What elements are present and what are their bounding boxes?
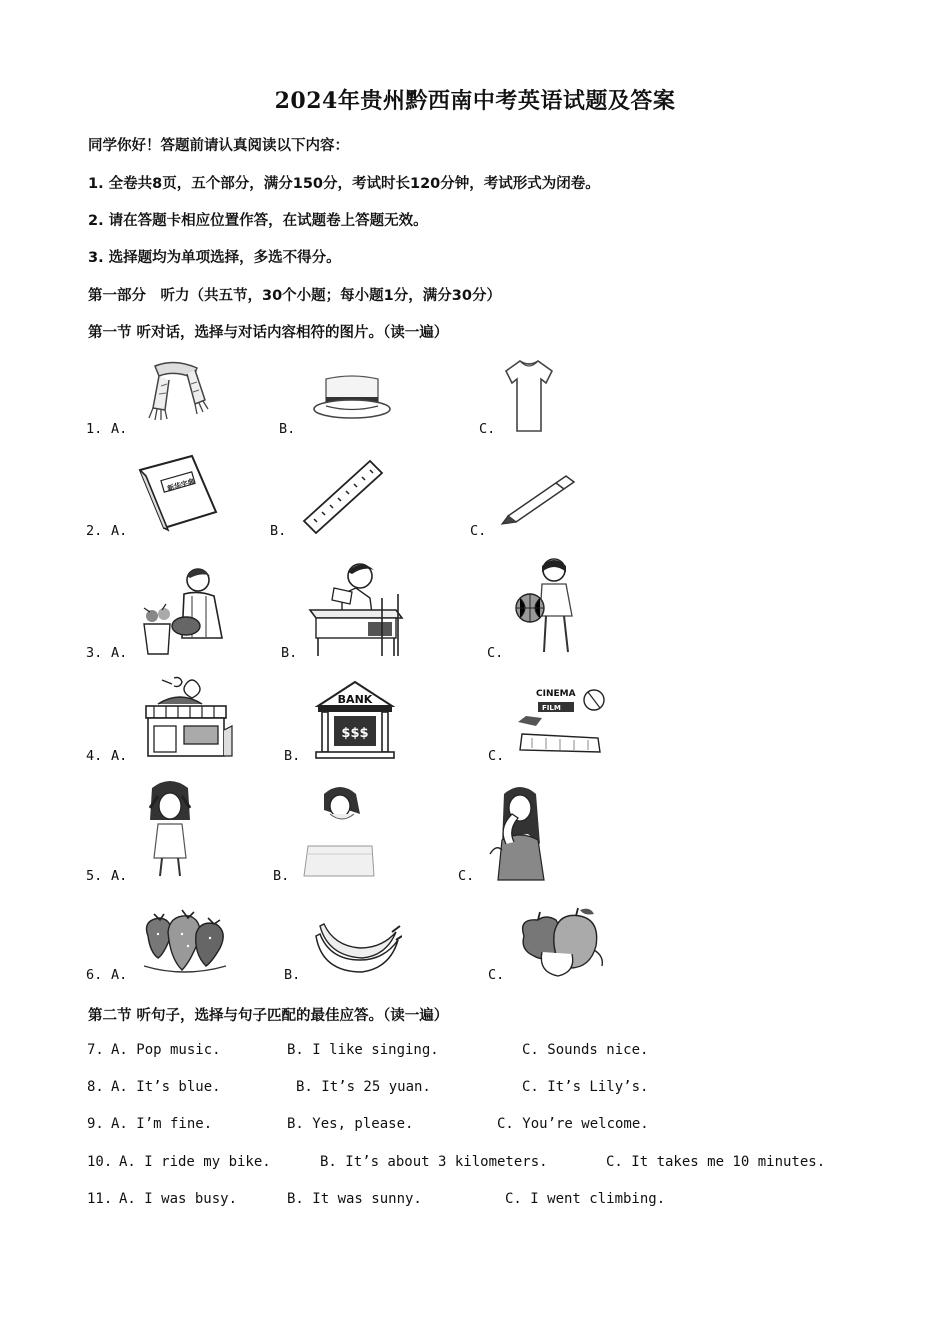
cinema-icon [512, 682, 608, 758]
option-b-label: B. [273, 868, 290, 884]
option-b: B. It’s 25 yuan. [296, 1079, 431, 1095]
option-a-label: A. [111, 523, 128, 539]
strawberries-icon [138, 906, 230, 978]
intro-text: 同学你好！答题前请认真阅读以下内容： [88, 138, 349, 154]
option-c-label: C. [458, 868, 475, 884]
question-number: 2. [86, 523, 103, 539]
dictionary-icon [136, 452, 220, 532]
option-a-label: A. [111, 967, 128, 983]
option-a-label: A. [111, 748, 128, 764]
bank-sign-text: BANK [337, 693, 373, 706]
question-number: 11. [87, 1191, 113, 1207]
option-a-label: A. [111, 421, 128, 437]
girl-headache-icon [142, 780, 198, 878]
option-c: C. You’re welcome. [497, 1116, 649, 1132]
girl-toothache-icon [488, 784, 554, 882]
part1-heading: 第一部分 听力（共五节，30个小题；每小题1分，满分30分） [88, 288, 501, 304]
option-c-label: C. [488, 967, 505, 983]
question-number: 9. [87, 1116, 104, 1132]
option-b-label: B. [281, 645, 298, 661]
cinema-sign-text: CINEMA [536, 689, 576, 699]
option-a-label: A. [111, 868, 128, 884]
option-a: A. Pop music. [111, 1042, 221, 1058]
option-a: A. It’s blue. [111, 1079, 221, 1095]
question-number: 5. [86, 868, 103, 884]
option-c: C. It’s Lily’s. [522, 1079, 649, 1095]
option-c: C. I went climbing. [505, 1191, 666, 1207]
bank-dollar-text: $$$ [341, 726, 369, 741]
option-a-label: A. [111, 645, 128, 661]
option-c-label: C. [488, 748, 505, 764]
option-b-label: B. [279, 421, 296, 437]
option-a: A. I ride my bike. [119, 1154, 271, 1170]
option-c-label: C. [479, 421, 496, 437]
shop-icon [140, 676, 234, 760]
section2-heading: 第二节 听句子，选择与句子匹配的最佳应答。（读一遍） [88, 1008, 449, 1024]
option-b-label: B. [270, 523, 287, 539]
section1-heading: 第一节 听对话，选择与对话内容相符的图片。（读一遍） [88, 325, 449, 341]
boy-reading-icon [308, 558, 404, 658]
film-sign-text: FILM [542, 704, 561, 712]
bananas-icon [312, 916, 402, 980]
question-number: 4. [86, 748, 103, 764]
option-b-label: B. [284, 967, 301, 983]
rule-2: 2. 请在答题卡相应位置作答，在试题卷上答题无效。 [88, 213, 428, 229]
option-c: C. Sounds nice. [522, 1042, 649, 1058]
option-a: A. I was busy. [119, 1191, 238, 1207]
bank-icon [314, 680, 396, 760]
question-number: 3. [86, 645, 103, 661]
option-b: B. I like singing. [287, 1042, 439, 1058]
option-b: B. Yes, please. [287, 1116, 414, 1132]
option-b: B. It was sunny. [287, 1191, 422, 1207]
option-c-label: C. [470, 523, 487, 539]
hat-icon [312, 373, 396, 425]
girl-fever-icon [302, 784, 376, 878]
tshirt-icon [504, 357, 554, 435]
rule-1: 1. 全卷共8页，五个部分，满分150分，考试时长120分钟，考试形式为闭卷。 [88, 176, 600, 192]
boy-cooking-icon [140, 564, 230, 658]
scarf-icon [135, 356, 215, 434]
ruler-icon [300, 459, 384, 535]
option-b-label: B. [284, 748, 301, 764]
question-number: 7. [87, 1042, 104, 1058]
option-a: A. I’m fine. [111, 1116, 213, 1132]
book-title-text: 新华字典 [166, 477, 196, 493]
option-c: C. It takes me 10 minutes. [606, 1154, 826, 1170]
pen-icon [500, 470, 580, 526]
option-c-label: C. [487, 645, 504, 661]
question-number: 6. [86, 967, 103, 983]
rule-3: 3. 选择题均为单项选择，多选不得分。 [88, 250, 341, 266]
question-number: 10. [87, 1154, 113, 1170]
question-number: 8. [87, 1079, 104, 1095]
question-number: 1. [86, 421, 103, 437]
page-title: 2024年贵州黔西南中考英语试题及答案 [274, 88, 676, 114]
option-b: B. It’s about 3 kilometers. [320, 1154, 548, 1170]
apples-icon [514, 906, 606, 980]
boy-basketball-icon [512, 556, 588, 656]
